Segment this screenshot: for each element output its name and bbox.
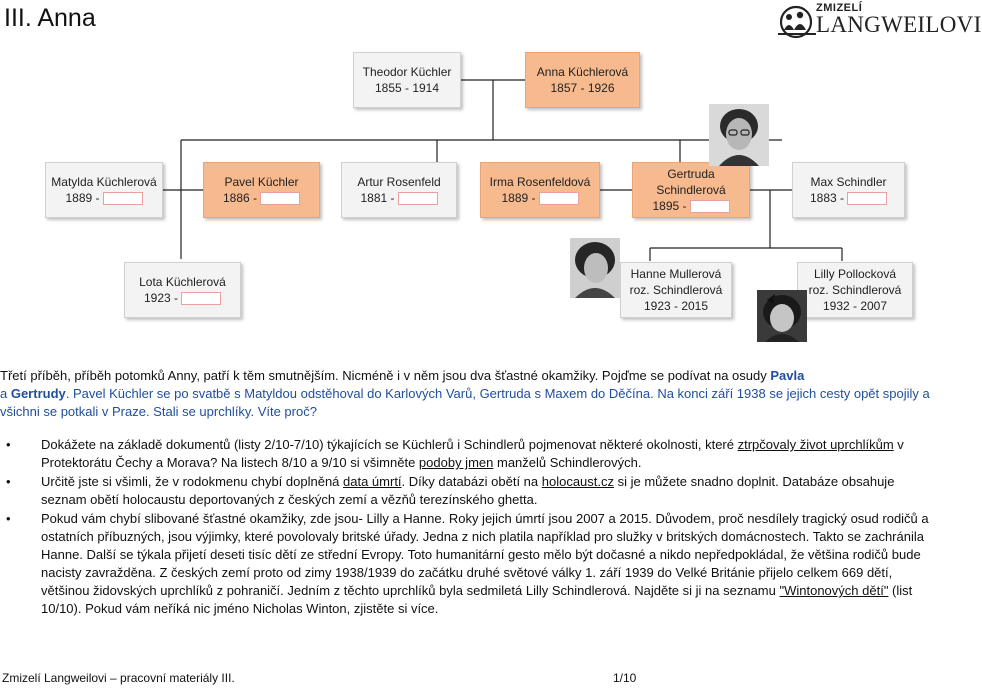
person-max-schindler [792,162,905,218]
bullet-icon: • [6,437,11,452]
task-1-text-b: v Protektorátu Čechy a Morava? Na listech 8/10 a 9/10 si všimněte [41,437,904,470]
intro-paragraph [0,367,940,421]
person-name: Theodor Küchler [362,65,452,79]
person-name: Gertruda [667,167,715,181]
task-list [0,436,940,618]
portrait-lilly [757,290,807,342]
person-surname: Schindlerová [656,183,726,197]
intro-text-1: Třetí příběh, příběh potomků Anny, patří k těm smutnějším. Nicméně i v něm jsou dva šťastné okamžiky. Pojďme se podívat na osudy [0,368,771,383]
portrait-gertruda [709,104,769,166]
task-1-text-a: Dokážete na základě dokumentů (listy 2/10-7/10) týkajících se Küchlerů i Schindlerů pojmenovat některé okolnosti, které [41,437,738,452]
list-item [0,436,940,472]
bullet-icon: • [6,474,11,489]
person-dates: 1889 - [65,191,100,205]
person-maiden-name: roz. Schindlerová [629,283,723,297]
person-dates: 1889 - [501,191,536,205]
logo-line-2: LANGWEILOVI [816,12,982,37]
person-lota-kuchlerova [124,262,241,318]
intro-name-gertrudy: Gertrudy [10,386,66,401]
person-theodor-kuchler [353,52,461,108]
person-name: Lilly Pollocková [813,267,897,281]
page-title: III. Anna [4,4,96,32]
intro-text-3: Na konci září 1938 se jejich cesty opět spojily a všichni se potkali v Praze. Stali se uprchlíky. Víte proč? [0,386,930,419]
redacted-date [690,200,730,213]
list-item [0,473,940,509]
person-hanne-mullerova [620,262,732,318]
task-3-underline-1: "Wintonových dětí" [779,583,889,598]
person-artur-rosenfeld [341,162,457,218]
person-dates: 1857 - 1926 [550,81,615,95]
holocaust-link[interactable]: holocaust.cz [541,474,615,489]
person-pavel-kuchler [203,162,320,218]
person-matylda-kuchlerova [45,162,163,218]
person-lilly-pollockova [797,262,913,318]
person-dates: 1886 - [222,191,258,205]
task-1-underline-2: podoby jmen [418,455,494,470]
footer-title: Zmizelí Langweilovi – pracovní materiály III. [2,671,235,685]
person-maiden-name: roz. Schindlerová [808,283,902,297]
redacted-date [847,192,887,205]
bullet-icon: • [6,511,11,526]
person-dates: 1923 - [143,291,179,305]
person-dates: 1881 - [360,191,395,205]
intro-text-2: . Pavel Küchler se po svatbě s Matyldou odstěhoval do Karlových Varů, Gertruda s Maxem do Děčína. [65,386,654,401]
task-2-text-c: si je můžete snadno doplnit. Databáze obsahuje seznam obětí holocaustu deportovaných z českých zemí a vězňů terezínského ghetta. [41,474,895,507]
task-3-text-a: Pokud vám chybí slibované šťastné okamžiky, zde jsou- Lilly a Hanne. Roky jejich úmrtí jsou 2007 a 2015. Důvodem, proč nesdílely tragický osud rodičů a ostatních příbuzných, jsou výjimky, které povolovaly britské úřady. Jedna z nich platila například pro služky v britských domácnostech. Takto se zachránila Hanne. Další se týkala přijetí deseti tisíc dětí ze střední Evropy. Toto humanitární gesto mělo být dočasné a nikdo nepředpokládal, že většina rodičů bude nacisty zavražděna. Z českých zemí proto od zimy 1938/1939 do začátku druhé světové války 1. září 1939 do Velké Británie přijelo celkem 669 dětí, většinou židovských uprchlíků z pohraničí. Jedním z těchto uprchlíků byla sedmiletá Lilly Schindlerová. Najděte si ji na seznamu [41,511,929,598]
list-item [0,510,940,618]
person-anna-kuchlerova [525,52,640,108]
intro-text-a: a [0,386,11,401]
redacted-date [103,192,143,205]
task-2-text-b: . Díky databázi obětí na [401,474,542,489]
person-dates: 1883 - [809,191,845,205]
redacted-date [398,192,438,205]
person-name: Hanne Mullerová [630,267,722,281]
portrait-hanne [570,238,620,298]
redacted-date [260,192,300,205]
redacted-date [181,292,221,305]
task-1-underline-1: ztrpčovaly život uprchlíkům [737,437,894,452]
page-number: 1/10 [613,671,637,685]
intro-name-pavla: Pavla [770,368,805,383]
person-dates: 1895 - [652,199,687,213]
person-gertruda-schindlerova [632,162,750,218]
task-2-underline-1: data úmrtí [343,474,402,489]
person-name: Anna Küchlerová [536,65,629,79]
person-dates: 1932 - 2007 [822,299,888,313]
person-dates: 1855 - 1914 [374,81,440,95]
logo-line-1: ZMIZELÍ [816,2,863,14]
task-3-text-b: (list 10/10). Pokud vám neříká nic jméno Nicholas Winton, zjistěte si více. [41,583,913,616]
body-text [0,367,940,619]
person-name: Artur Rosenfeld [357,175,441,189]
person-name: Lota Küchlerová [139,275,226,289]
person-name: Pavel Küchler [224,175,299,189]
person-dates: 1923 - 2015 [643,299,709,313]
redacted-date [539,192,579,205]
person-irma-rosenfeldova [480,162,600,218]
task-1-text-c: manželů Schindlerových. [493,455,642,470]
person-name: Max Schindler [810,175,887,189]
person-name: Matylda Küchlerová [51,175,157,189]
task-2-text-a: Určitě jste si všimli, že v rodokmenu chybí doplněná [41,474,344,489]
person-name: Irma Rosenfeldová [489,175,591,189]
